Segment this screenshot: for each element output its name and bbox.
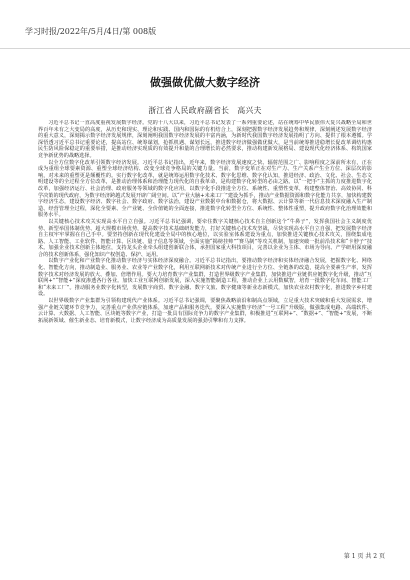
paragraph: 以全方位数字化改革引领数字经济发展。习近平总书记指出，近年来，数字经济发展速度之快、辐射范围之广、影响程度之深前所未有，正在成为重组全球要素资源、重塑全球经济结构、改变全球竞争格局的关键力量。当前，数字变革正在对生产力、生产关系产生全方位、深层次的影响，对未来的重塑更是颠覆性的。实行数字化改革，就是统筹运用数字化技术、数字化思维、数字化认知，推进经济、政治、文化、社会、生态文明建设等的全过程全方位改革，是推动治理体系和治理能力现代化的自我革命，是构建数字化转型的必由之路。以“一把手”主抓的力度推进数字化改革，加强经济运行、社会治理、政府服务等领域的数字化应用，以数字化手段推进全方位、系统性、重塑性变革，构建整体智治、高效协同、科学决策的现代政府，为数字经济跨越式发展开辟广阔空间。以“产业大脑+未来工厂”建设为抓手，推动产业数据资源和数字化能力共享，加快构建数字经济生态，建设数字经济、数字社会、数字政府、数字法治，建设产业数据中台和数据仓，将大数据、云计算等新一代信息技术深度融入生产制造、经营管理全过程，深化全要素、全产业链、全价值链的全面连接，推进数字化转型全方位、系统性、整体性重塑，提升政府数字化治理效能和服务水平。 bbox=[38, 159, 372, 219]
page-number: 第 1 页 共 2 页 bbox=[343, 553, 385, 560]
article-byline: 浙江省人民政府副省长 高兴夫 bbox=[148, 106, 262, 115]
paragraph: 习近平总书记一直高度重视发展数字经济。党的十八大以来，习近平总书记发表了一系列重要论述，站在统筹中华民族伟大复兴战略全局和世界百年未有之大变局的高度，从历史和现实、理论和实践、国内和国际的有机结合上，深刻把握数字经济发展趋势和规律，深刻阐述发展数字经济的重大意义，深刻揭示数字经济发展规律，深刻阐明我国数字经济发展的丰富内涵，为新时代我国数字经济发展指明了方向、提供了根本遵循。学深悟透习近平总书记重要论述，提高站位、统筹谋划，抢抓机遇、谋划长远，推进数字经济做强做优做大，是当前统筹推进稳增长促改革调结构惠民生防风险保稳定的重要举措，是推动经济实现质的有效提升和量的合理增长的必然要求，推动构建新发展格局、建设现代化经济体系、构筑国家竞争新优势的战略选择。 bbox=[38, 120, 372, 159]
paragraph: 以世界级数字产业集群为引领构建现代产业体系。习近平总书记强调，要聚焦战略前沿和制高点领域，立足重大技术突破和重大发展需求，增强产业链关键环节竞争力，完善重点产业供应链体系，加速产品和服务迭代。要深入实施数字经济“一号工程”升级版，做强集成电路、高端软件、云计算、大数据、人工智能、区块链等数字产业，打造一批具有国际竞争力的数字产业集群，积极推进“互联网+”、“数据+”、“智能+”发展，不断拓展新领域、催生新业态、培育新模式，让数字经济成为高质量发展的强劲引擎和有力支撑。 bbox=[38, 298, 372, 324]
paragraph: 以关键核心技术攻关实现高水平自立自强。习近平总书记强调，要牵住数字关键核心技术自主创新这个“牛鼻子”，发挥我国社会主义制度优势、新型举国体制优势、超大规模市场优势，提高数字技术基础研发能力，打好关键核心技术攻坚战，尽快实现高水平自立自强，把发展数字经济自主权牢牢掌握在自己手中。要坚持创新在现代化建设全局中的核心地位，以实验室体系建设为重点，加快推进关键核心技术攻关，围绕集成电路、人工智能、工业软件、智能计算、区块链、量子信息等领域，全面实施“揭榜挂帅”“赛马制”等攻关机制，加速突破一批前沿技术和“卡脖子”技术。加强企业技术创新主体地位，支持龙头企业牵头组建创新联合体，承担国家重大科技项目，完善以企业为主体、市场为导向、产学研用深度融合的技术创新体系，强化知识产权创造、保护、运用。 bbox=[38, 218, 372, 258]
header-divider bbox=[0, 48, 410, 49]
paragraph: 以数字产业化和产业数字化推动数字经济与实体经济深度融合。习近平总书记指出，要推动数字经济和实体经济融合发展，把握数字化、网络化、智能化方向，推动制造业、服务业、农业等产业数字化，利用互联网新技术对传统产业进行全方位、全链条的改造，提高全要素生产率，发挥数字技术对经济发展的放大、叠加、倍增作用。要大力培育数字产业集群，打造世界级数字产业集群，加快推进产业链供应链数字化升级，推动“互联网+”“智能+”深度渗透各行各业。加快工业互联网创新发展，深入实施智能制造工程，推动企业上云用数赋智，培育一批数字化车间、智能工厂和“未来工厂”。推动服务业数字化转型，发展数字商贸、数字金融、数字文旅、数字健康等新业态新模式，加快农业农村数字化，推进数字乡村建设。 bbox=[38, 258, 372, 298]
source-header: 学习时报/2022年/5月/4日/第 008版 bbox=[25, 27, 157, 36]
article-body bbox=[38, 120, 372, 545]
article-title: 做强做优做大数字经济 bbox=[150, 76, 260, 89]
